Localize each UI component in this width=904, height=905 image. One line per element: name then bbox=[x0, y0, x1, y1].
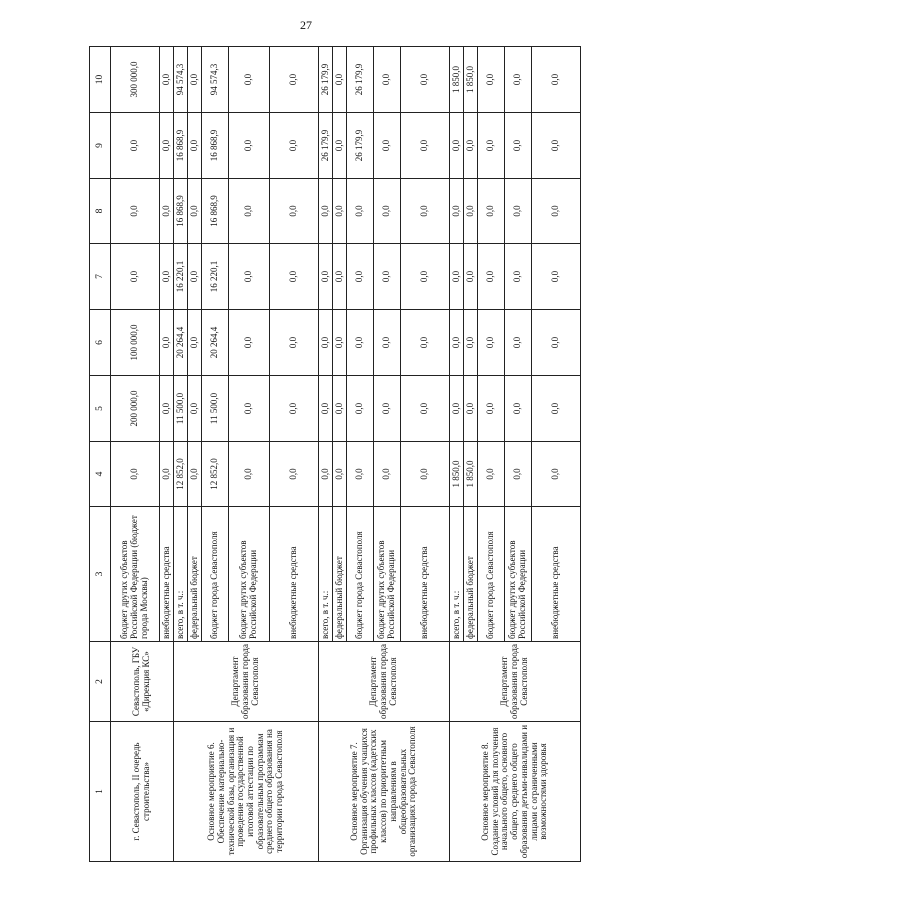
value-cell: 0,0 bbox=[401, 376, 450, 442]
table-row bbox=[319, 47, 333, 862]
value-cell: 0,0 bbox=[401, 179, 450, 244]
value-cell: 0,0 bbox=[270, 113, 319, 179]
value-cell: 0,0 bbox=[160, 113, 174, 179]
funding-source-cell: бюджет города Севастополя bbox=[202, 507, 229, 642]
value-cell: 26 179,9 bbox=[347, 113, 374, 179]
value-cell: 0,0 bbox=[401, 47, 450, 113]
value-cell: 0,0 bbox=[532, 47, 581, 113]
value-cell: 0,0 bbox=[270, 179, 319, 244]
funding-source-cell: внебюджетные средства bbox=[401, 507, 450, 642]
value-cell: 100 000,0 bbox=[111, 310, 160, 376]
column-header: 3 bbox=[90, 507, 111, 642]
value-cell: 94 574,3 bbox=[174, 47, 188, 113]
funding-source-cell: федеральный бюджет bbox=[464, 507, 478, 642]
value-cell: 0,0 bbox=[188, 376, 202, 442]
value-cell: 0,0 bbox=[532, 113, 581, 179]
value-cell: 0,0 bbox=[478, 47, 505, 113]
value-cell: 0,0 bbox=[532, 244, 581, 310]
value-cell: 0,0 bbox=[188, 442, 202, 507]
value-cell: 0,0 bbox=[347, 179, 374, 244]
value-cell: 0,0 bbox=[270, 310, 319, 376]
value-cell: 0,0 bbox=[111, 179, 160, 244]
value-cell: 0,0 bbox=[450, 244, 464, 310]
value-cell: 1 850,0 bbox=[450, 442, 464, 507]
value-cell: 300 000,0 bbox=[111, 47, 160, 113]
executor-cell: Департамент образования города Севастополя bbox=[450, 642, 581, 722]
budget-table bbox=[89, 46, 581, 862]
executor-cell: Департамент образования города Севастополя bbox=[319, 642, 450, 722]
value-cell: 0,0 bbox=[333, 310, 347, 376]
value-cell: 0,0 bbox=[319, 376, 333, 442]
funding-source-cell: всего, в т. ч.: bbox=[174, 507, 188, 642]
column-header: 9 bbox=[90, 113, 111, 179]
value-cell: 0,0 bbox=[464, 179, 478, 244]
column-header: 4 bbox=[90, 442, 111, 507]
value-cell: 1 850,0 bbox=[450, 47, 464, 113]
value-cell: 0,0 bbox=[229, 310, 270, 376]
value-cell: 16 868,9 bbox=[202, 113, 229, 179]
executor-cell: Департамент образования города Севастополя bbox=[174, 642, 319, 722]
value-cell: 0,0 bbox=[464, 310, 478, 376]
value-cell: 0,0 bbox=[270, 47, 319, 113]
value-cell: 0,0 bbox=[374, 244, 401, 310]
funding-source-cell: бюджет города Севастополя bbox=[347, 507, 374, 642]
value-cell: 0,0 bbox=[229, 244, 270, 310]
value-cell: 16 868,9 bbox=[202, 179, 229, 244]
value-cell: 0,0 bbox=[478, 113, 505, 179]
value-cell: 0,0 bbox=[505, 442, 532, 507]
value-cell: 0,0 bbox=[333, 113, 347, 179]
value-cell: 0,0 bbox=[188, 47, 202, 113]
value-cell: 0,0 bbox=[319, 179, 333, 244]
funding-source-cell: бюджет других субъектов Российской Федерации (бюджет города Москвы) bbox=[111, 507, 160, 642]
value-cell: 0,0 bbox=[160, 244, 174, 310]
funding-source-cell: внебюджетные средства bbox=[270, 507, 319, 642]
activity-cell: Основное мероприятие 7. Организация обучения учащихся профильных классов (кадетских классов) по приоритетным направлениям в общеобразовательных организациях города Севастополя bbox=[319, 722, 450, 862]
value-cell: 0,0 bbox=[401, 310, 450, 376]
funding-source-cell: бюджет других субъектов Российской Федерации bbox=[374, 507, 401, 642]
value-cell: 0,0 bbox=[374, 376, 401, 442]
value-cell: 0,0 bbox=[478, 310, 505, 376]
column-header: 1 bbox=[90, 722, 111, 862]
value-cell: 0,0 bbox=[188, 113, 202, 179]
activity-cell: г. Севастополь, II очередь строительства» bbox=[111, 722, 174, 862]
activity-cell: Основное мероприятие 6. Обеспечение материально-технической базы, организация и проведение государственной итоговой аттестации по образовательным программам среднего общего образования на территории города Севастополя bbox=[174, 722, 319, 862]
value-cell: 0,0 bbox=[450, 113, 464, 179]
value-cell: 0,0 bbox=[374, 442, 401, 507]
value-cell: 0,0 bbox=[505, 244, 532, 310]
page-number: 27 bbox=[300, 18, 312, 32]
value-cell: 0,0 bbox=[111, 244, 160, 310]
value-cell: 26 179,9 bbox=[319, 113, 333, 179]
value-cell: 0,0 bbox=[333, 47, 347, 113]
value-cell: 0,0 bbox=[229, 179, 270, 244]
value-cell: 0,0 bbox=[160, 179, 174, 244]
value-cell: 0,0 bbox=[160, 310, 174, 376]
value-cell: 0,0 bbox=[401, 442, 450, 507]
value-cell: 0,0 bbox=[505, 310, 532, 376]
funding-source-cell: федеральный бюджет bbox=[333, 507, 347, 642]
value-cell: 0,0 bbox=[347, 376, 374, 442]
column-header: 8 bbox=[90, 179, 111, 244]
value-cell: 0,0 bbox=[229, 113, 270, 179]
value-cell: 0,0 bbox=[270, 376, 319, 442]
value-cell: 0,0 bbox=[319, 442, 333, 507]
header-row bbox=[90, 47, 111, 862]
value-cell: 0,0 bbox=[319, 310, 333, 376]
value-cell: 12 852,0 bbox=[202, 442, 229, 507]
funding-source-cell: бюджет других субъектов Российской Федерации bbox=[505, 507, 532, 642]
value-cell: 16 220,1 bbox=[174, 244, 188, 310]
value-cell: 0,0 bbox=[374, 113, 401, 179]
funding-source-cell: внебюджетные средства bbox=[532, 507, 581, 642]
value-cell: 0,0 bbox=[333, 376, 347, 442]
value-cell: 200 000,0 bbox=[111, 376, 160, 442]
value-cell: 0,0 bbox=[160, 376, 174, 442]
value-cell: 0,0 bbox=[188, 310, 202, 376]
value-cell: 0,0 bbox=[333, 244, 347, 310]
value-cell: 0,0 bbox=[450, 376, 464, 442]
value-cell: 26 179,9 bbox=[347, 47, 374, 113]
value-cell: 0,0 bbox=[333, 442, 347, 507]
value-cell: 16 220,1 bbox=[202, 244, 229, 310]
value-cell: 0,0 bbox=[505, 113, 532, 179]
value-cell: 0,0 bbox=[229, 47, 270, 113]
value-cell: 16 868,9 bbox=[174, 179, 188, 244]
value-cell: 0,0 bbox=[333, 179, 347, 244]
funding-source-cell: внебюджетные средства bbox=[160, 507, 174, 642]
value-cell: 0,0 bbox=[374, 179, 401, 244]
column-header: 2 bbox=[90, 642, 111, 722]
value-cell: 0,0 bbox=[270, 244, 319, 310]
value-cell: 0,0 bbox=[450, 179, 464, 244]
rotated-table-content bbox=[89, 47, 591, 862]
value-cell: 0,0 bbox=[532, 179, 581, 244]
column-header: 6 bbox=[90, 310, 111, 376]
value-cell: 0,0 bbox=[160, 442, 174, 507]
column-header: 10 bbox=[90, 47, 111, 113]
value-cell: 20 264,4 bbox=[174, 310, 188, 376]
value-cell: 0,0 bbox=[374, 310, 401, 376]
value-cell: 0,0 bbox=[532, 442, 581, 507]
value-cell: 0,0 bbox=[111, 442, 160, 507]
value-cell: 0,0 bbox=[401, 244, 450, 310]
value-cell: 0,0 bbox=[464, 376, 478, 442]
value-cell: 0,0 bbox=[505, 376, 532, 442]
value-cell: 1 850,0 bbox=[464, 442, 478, 507]
value-cell: 0,0 bbox=[478, 244, 505, 310]
funding-source-cell: всего, в т. ч.: bbox=[450, 507, 464, 642]
value-cell: 0,0 bbox=[229, 376, 270, 442]
value-cell: 0,0 bbox=[188, 244, 202, 310]
table-row bbox=[174, 47, 188, 862]
value-cell: 0,0 bbox=[401, 113, 450, 179]
value-cell: 0,0 bbox=[532, 310, 581, 376]
value-cell: 0,0 bbox=[505, 47, 532, 113]
column-header: 7 bbox=[90, 244, 111, 310]
value-cell: 0,0 bbox=[464, 113, 478, 179]
value-cell: 0,0 bbox=[347, 442, 374, 507]
value-cell: 1 850,0 bbox=[464, 47, 478, 113]
value-cell: 20 264,4 bbox=[202, 310, 229, 376]
value-cell: 11 500,0 bbox=[174, 376, 188, 442]
value-cell: 0,0 bbox=[188, 179, 202, 244]
value-cell: 94 574,3 bbox=[202, 47, 229, 113]
value-cell: 0,0 bbox=[319, 244, 333, 310]
activity-cell: Основное мероприятие 8. Создание условий для получения начального общего, основного общего, среднего общего образования детьми-инвалидами и лицами с ограниченными возможностями здоровья bbox=[450, 722, 581, 862]
value-cell: 0,0 bbox=[347, 310, 374, 376]
value-cell: 16 868,9 bbox=[174, 113, 188, 179]
value-cell: 0,0 bbox=[478, 442, 505, 507]
funding-source-cell: бюджет других субъектов Российской Федерации bbox=[229, 507, 270, 642]
funding-source-cell: бюджет города Севастополя bbox=[478, 507, 505, 642]
rotated-table-frame bbox=[89, 47, 904, 859]
value-cell: 0,0 bbox=[532, 376, 581, 442]
value-cell: 11 500,0 bbox=[202, 376, 229, 442]
value-cell: 0,0 bbox=[478, 179, 505, 244]
value-cell: 0,0 bbox=[450, 310, 464, 376]
value-cell: 26 179,9 bbox=[319, 47, 333, 113]
value-cell: 0,0 bbox=[111, 113, 160, 179]
value-cell: 0,0 bbox=[229, 442, 270, 507]
value-cell: 12 852,0 bbox=[174, 442, 188, 507]
column-header: 5 bbox=[90, 376, 111, 442]
value-cell: 0,0 bbox=[347, 244, 374, 310]
value-cell: 0,0 bbox=[478, 376, 505, 442]
value-cell: 0,0 bbox=[505, 179, 532, 244]
table-row bbox=[450, 47, 464, 862]
value-cell: 0,0 bbox=[270, 442, 319, 507]
table-row bbox=[111, 47, 160, 862]
funding-source-cell: всего, в т. ч.: bbox=[319, 507, 333, 642]
value-cell: 0,0 bbox=[160, 47, 174, 113]
value-cell: 0,0 bbox=[464, 244, 478, 310]
value-cell: 0,0 bbox=[374, 47, 401, 113]
executor-cell: Севастополь, ГБУ «Дирекция КС» bbox=[111, 642, 174, 722]
funding-source-cell: федеральный бюджет bbox=[188, 507, 202, 642]
